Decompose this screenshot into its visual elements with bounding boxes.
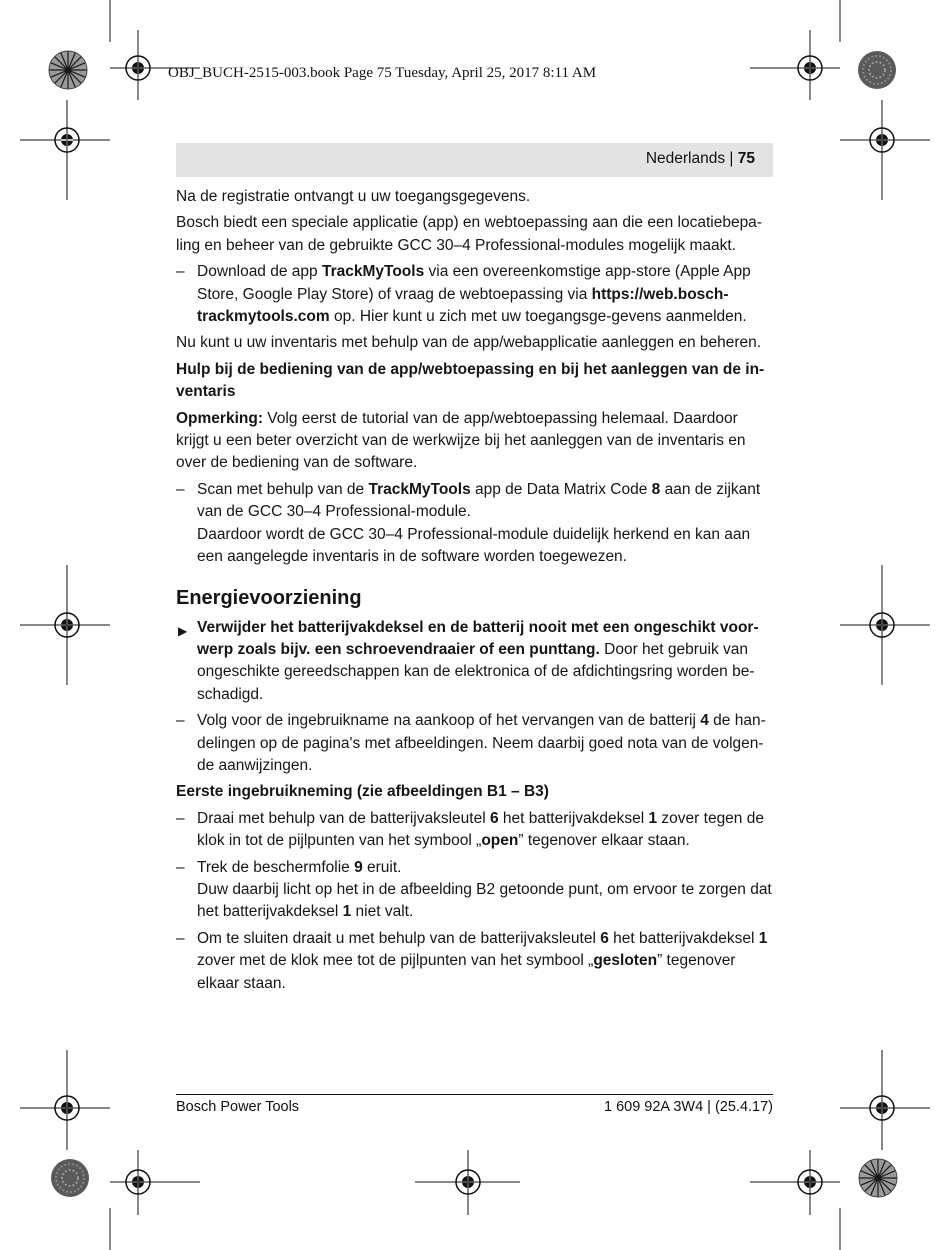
- page-number: 75: [737, 150, 755, 167]
- page-body: [176, 186, 773, 999]
- triangle-bullet-icon: ▶: [178, 623, 188, 638]
- app-name: TrackMyTools: [368, 480, 471, 498]
- star-target-icon: [49, 51, 87, 89]
- list-item: – Draai met behulp van de batterijvaksleutel 6 het batterijvakdeksel 1 zover tegen de klok in tot de pijlpunten van het symbool „open” tegenover elkaar staan.: [176, 808, 773, 853]
- list-item: – Download de app TrackMyTools via een overeenkomstige app-store (Apple App Store, Google Play Store) of vraag de webtoepassing via https://web.bosch-trackmytools.com op. Hier kunt u zich met uw toegangsge-gevens aanmelden.: [176, 261, 773, 328]
- subheading: Hulp bij de bediening van de app/webtoepassing en bij het aanleggen van de in-ventaris: [176, 360, 765, 401]
- footer-doc-number: 1 609 92A 3W4 | (25.4.17): [603, 1099, 773, 1115]
- app-name: TrackMyTools: [321, 263, 425, 281]
- list-item: – Volg voor de ingebruikname na aankoop of het vervangen van de batterij 4 de han-delingen op de pagina's met afbeeldingen. Neem daarbij goed nota van de volgen-de aanwijzingen.: [176, 710, 773, 777]
- header-language: Nederlands: [645, 150, 726, 167]
- paragraph: Na de registratie ontvangt u uw toegangsgegevens.: [176, 188, 531, 205]
- footer-divider: [176, 1094, 773, 1095]
- header-separator: |: [725, 150, 738, 167]
- warning-item: ▶ Verwijder het batterijvakdeksel en de batterij nooit met een ongeschikt voor-werp zoals bijv. een schroevendraaier of een punttang. Door het gebruik van ongeschikte gereedschappen kan de elektronica of de afdichtingsring worden be-schadigd.: [178, 618, 759, 703]
- list-item: – Scan met behulp van de TrackMyTools app de Data Matrix Code 8 aan de zijkant van de GCC 30–4 Professional-module. Daardoor wordt de GCC 30–4 Professional-module duidelijk herkend en kan aan een aangelegde inventaris in de software worden toegewezen.: [176, 479, 773, 569]
- book-info-line: OBJ_BUCH-2515-003.book Page 75 Tuesday, April 25, 2017 8:11 AM: [168, 65, 597, 81]
- footer-publisher: Bosch Power Tools: [176, 1099, 300, 1115]
- note-label: Opmerking:: [176, 409, 263, 427]
- paragraph: Nu kunt u uw inventaris met behulp van de app/webapplicatie aanleggen en beheren.: [176, 334, 762, 352]
- page-header: [176, 143, 773, 177]
- note-paragraph: Opmerking: Volg eerst de tutorial van de app/webtoepassing helemaal. Daardoor krijgt u een beter overzicht van de werkwijze bij het aanleggen van de inventaris en over de bediening van de software.: [176, 409, 746, 472]
- web-url: https://web.bosch-trackmytools.com: [197, 285, 729, 326]
- list-item: – Om te sluiten draait u met behulp van de batterijvaksleutel 6 het batterijvakdeksel 1 zover met de klok mee tot de pijlpunten van het symbool „gesloten” tegenover elkaar staan.: [176, 928, 773, 995]
- paragraph: Bosch biedt een speciale applicatie (app) en webtoepassing aan die een locatiebepa-ling en beheer van de gebruikte GCC 30–4 Professional-modules mogelijk maakt.: [176, 214, 762, 254]
- header-text: [646, 150, 755, 168]
- list-item: – Trek de beschermfolie 9 eruit. Duw daarbij licht op het in de afbeelding B2 getoonde punt, om ervoor te zorgen dat het batterijvakdeksel 1 niet valt.: [176, 857, 773, 924]
- section-title: Energievoorziening: [176, 586, 362, 609]
- subheading: Eerste ingebruikneming (zie afbeeldingen B1 – B3): [176, 783, 549, 801]
